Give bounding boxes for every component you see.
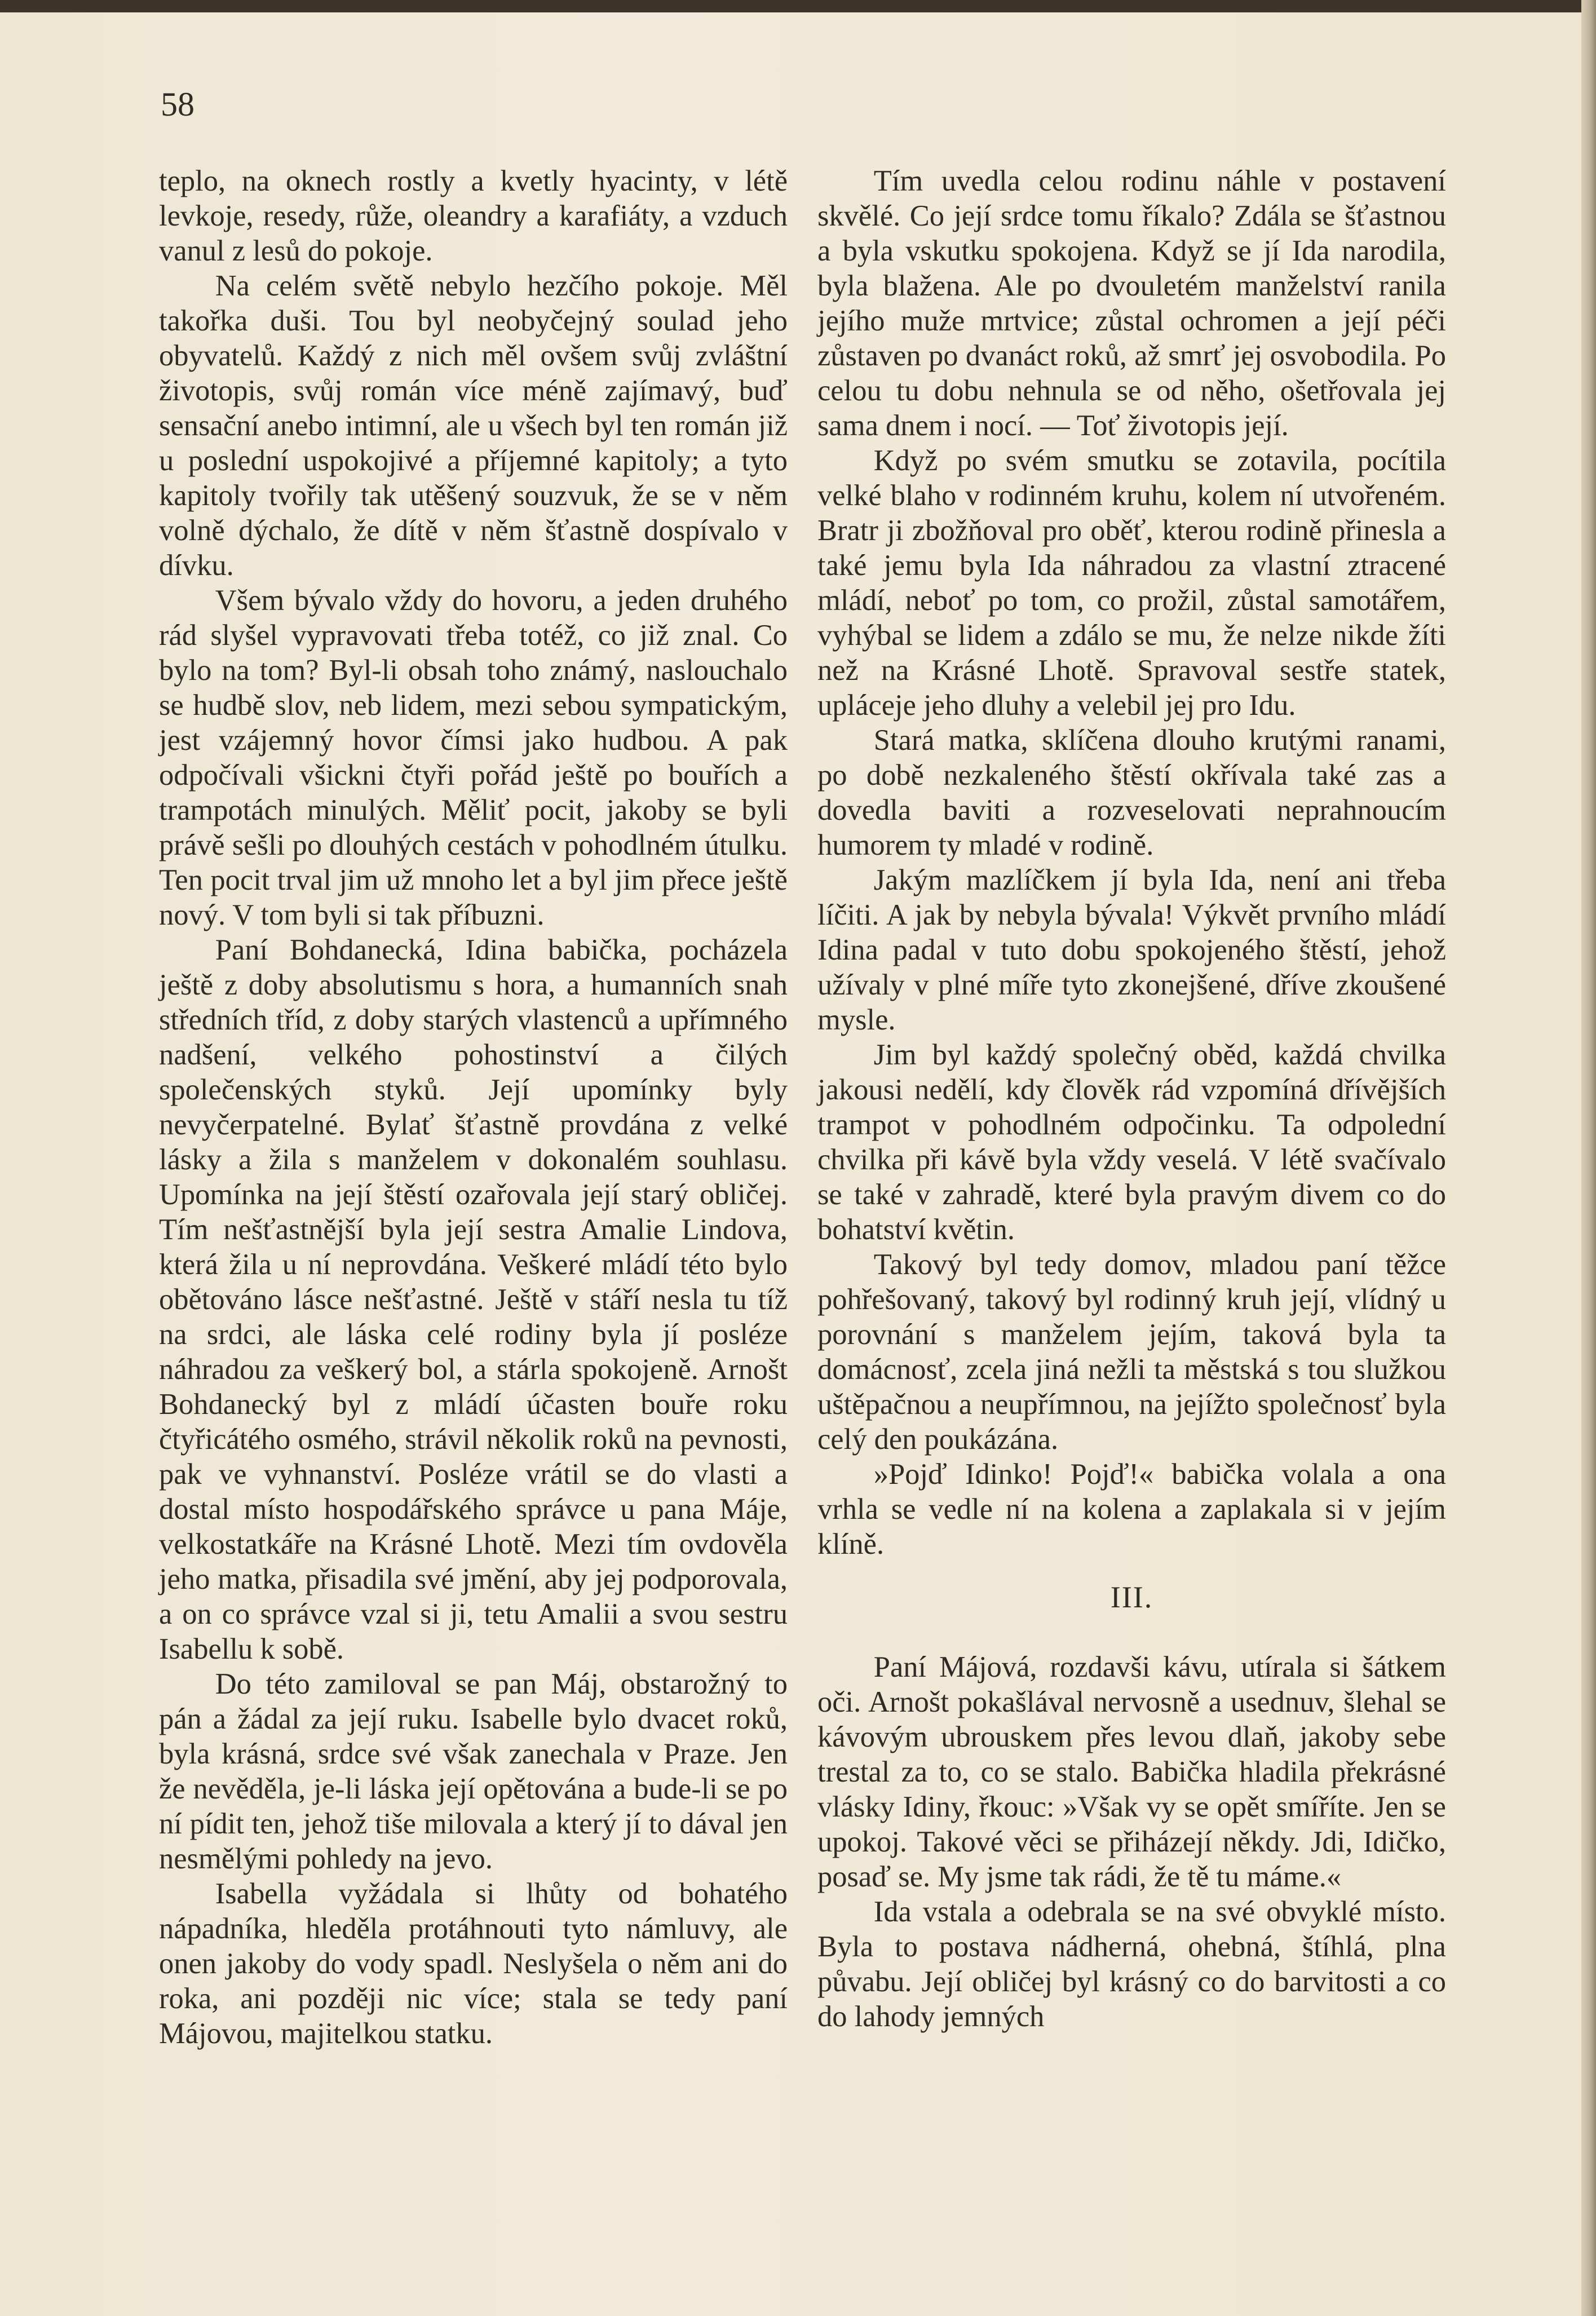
- paragraph: Tím uvedla celou rodinu náhle v postavení skvělé. Co její srdce tomu říkalo? Zdála se šťastnou a byla vskutku spokojena. Když se jí Ida narodila, byla blažena. Ale po dvouletém manželství ranila jejího muže mrtvice; zůstal ochromen a její péči zůstaven po dvanáct roků, až smrť jej osvobodila. Po celou tu dobu nehnula se od něho, ošetřovala jej sama dnem i nocí. — Toť životopis její.: [817, 165, 1446, 442]
- paragraph: Na celém světě nebylo hezčího pokoje. Měl takořka duši. Tou byl neobyčejný soulad jeho obyvatelů. Každý z nich měl ovšem svůj zvláštní životopis, svůj román více méně zajímavý, buď sensační anebo intimní, ale u všech byl ten román již u poslední uspokojivé a příjemné kapitoly; a tyto kapitoly tvořily tak utěšený souzvuk, že se v něm volně dýchalo, že dítě v něm šťastně dospívalo v dívku.: [159, 269, 788, 582]
- paragraph: Isabella vyžádala si lhůty od bohatého nápadníka, hleděla protáhnouti tyto námluvy, ale onen jakoby do vody spadl. Neslyšela o něm ani do roka, ani později nic více; stala se tedy paní Májovou, majitelkou statku.: [159, 1877, 788, 2050]
- paragraph: Všem bývalo vždy do hovoru, a jeden druhého rád slyšel vypravovati třeba totéž, co již znal. Co bylo na tom? Byl-li obsah toho známý, naslouchalo se hudbě slov, neb lidem, mezi sebou sympatickým, jest vzájemný hovor čímsi jako hudbou. A pak odpočívali všickni čtyři pořád ještě po bouřích a trampotách minulých. Měliť pocit, jakoby se byli právě sešli po dlouhých cestách v pohodlném útulku. Ten pocit trval jim už mnoho let a byl jim přece ještě nový. V tom byli si tak příbuzni.: [159, 584, 788, 931]
- paragraph: Do této zamiloval se pan Máj, obstarožný to pán a žádal za její ruku. Isabelle bylo dvacet roků, byla krásná, srdce své však zanechala v Praze. Jen že nevěděla, je-li láska její opětována a bude-li se po ní pídit ten, jehož tiše milovala a který jí to dával jen nesmělými pohledy na jevo.: [159, 1668, 788, 1875]
- right-text-column: [817, 163, 1446, 2034]
- paragraph: Paní Májová, rozdavši kávu, utírala si šátkem oči. Arnošt pokašlával nervosně a usednuv, šlehal se kávovým ubrouskem přes levou dlaň, jakoby sebe trestal za to, co se stalo. Babička hladila překrásné vlásky Idiny, řkouc: »Však vy se opět smíříte. Jen se upokoj. Takové věci se přiházejí někdy. Jdi, Idičko, posaď se. My jsme tak rádi, že tě tu máme.«: [817, 1651, 1446, 1893]
- paragraph: Jim byl každý společný oběd, každá chvilka jakousi nedělí, kdy člověk rád vzpomíná dřívějších trampot v pohodlném odpočinku. Ta odpolední chvilka při kávě byla vždy veselá. V létě svačívalo se také v zahradě, které byla pravým divem co do bohatství květin.: [817, 1038, 1446, 1246]
- paragraph: Stará matka, sklíčena dlouho krutými ranami, po době nezkaleného štěstí okřívala také zas a dovedla baviti a rozveselovati neprahnoucím humorem ty mladé v rodině.: [817, 724, 1446, 861]
- paragraph: teplo, na oknech rostly a kvetly hyacinty, v létě levkoje, resedy, růže, oleandry a karafiáty, a vzduch vanul z lesů do pokoje.: [159, 165, 788, 267]
- paragraph: Paní Bohdanecká, Idina babička, pocházela ještě z doby absolutismu s hora, a humanních snah středních tříd, z doby starých vlastenců a upřímného nadšení, velkého pohostinství a čilých společenských styků. Její upomínky byly nevyčerpatelné. Bylať šťastně provdána z velké lásky a žila s manželem v dokonalém souhlasu. Upomínka na její štěstí ozařovala její starý obličej. Tím nešťastnější byla její sestra Amalie Lindova, která žila u ní neprovdána. Veškeré mládí této bylo obětováno lásce nešťastné. Ještě v stáří nesla tu tíž na srdci, ale láska celé rodiny byla jí posléze náhradou za veškerý bol, a stárla spokojeně. Arnošt Bohdanecký byl z mládí účasten bouře roku čtyřicátého osmého, strávil několik roků na pevnosti, pak ve vyhnanství. Posléze vrátil se do vlasti a dostal místo hospodářského správce u pana Máje, velkostatkáře na Krásné Lhotě. Mezi tím ovdověla jeho matka, přisadila své jmění, aby jej podporovala, a on co správce vzal si ji, tetu Amalii a svou sestru Isabellu k sobě.: [159, 934, 788, 1665]
- chapter-heading: III.: [1110, 1580, 1153, 1614]
- page-number: 58: [161, 86, 194, 123]
- paragraph: Takový byl tedy domov, mladou paní těžce pohřešovaný, takový byl rodinný kruh její, vlídný u porovnání s manželem jejím, taková byla ta domácnosť, zcela jiná nežli ta městská s tou služkou uštěpačnou a neupřímnou, na jejížto společnosť byla celý den poukázána.: [817, 1248, 1446, 1456]
- paragraph: Jakým mazlíčkem jí byla Ida, není ani třeba líčiti. A jak by nebyla bývala! Výkvět prvního mládí Idina padal v tuto dobu spokojeného štěstí, jehož užívaly v plné míře tyto zkonejšené, dříve zkoušené mysle.: [817, 864, 1446, 1036]
- paragraph: Když po svém smutku se zotavila, pocítila velké blaho v rodinném kruhu, kolem ní utvořeném. Bratr ji zbožňoval pro oběť, kterou rodině přinesla a také jemu byla Ida náhradou za vlastní ztracené mládí, neboť po tom, co prožil, zůstal samotářem, vyhýbal se lidem a zdálo se mu, že nelze nikde žíti než na Krásné Lhotě. Spravoval sestře statek, upláceje jeho dluhy a velebil jej pro Idu.: [817, 444, 1446, 722]
- paragraph: »Pojď Idinko! Pojď!« babička volala a ona vrhla se vedle ní na kolena a zaplakala si v jejím klíně.: [817, 1458, 1446, 1561]
- left-text-column: [159, 163, 788, 2051]
- page-binding-edge: [1581, 0, 1596, 2316]
- scan-top-edge: [0, 0, 1596, 12]
- paragraph: Ida vstala a odebrala se na své obvyklé místo. Byla to postava nádherná, ohebná, štíhlá, plna půvabu. Její obličej byl krásný co do barvitosti a co do lahody jemných: [817, 1895, 1446, 2033]
